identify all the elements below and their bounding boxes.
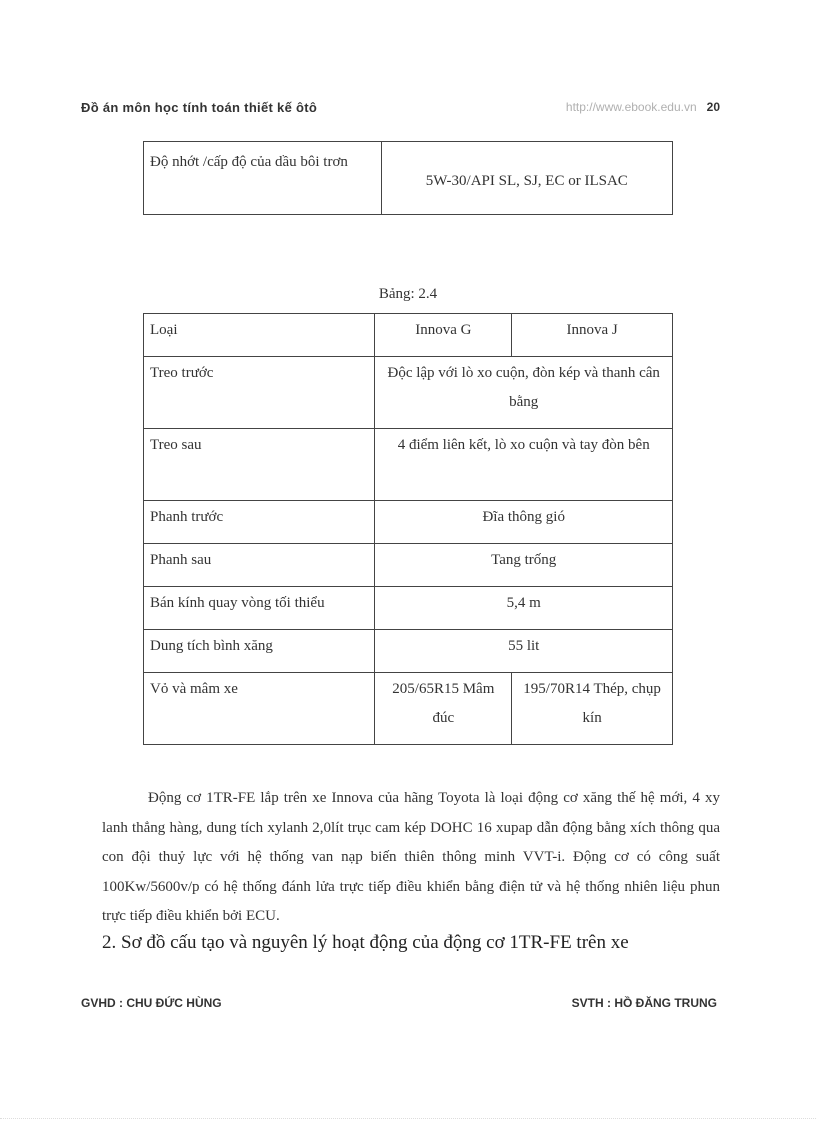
- header-cell-innova-j: Innova J: [512, 314, 673, 357]
- row-value: 4 điểm liên kết, lò xo cuộn và tay đòn bên: [375, 429, 673, 501]
- header-right: [566, 100, 720, 114]
- row-value: Độc lập với lò xo cuộn, đòn kép và thanh cân bằng: [375, 357, 673, 429]
- footer-student: SVTH : HỒ ĐĂNG TRUNG: [571, 996, 717, 1010]
- table-row: [144, 501, 673, 544]
- row-label: Dung tích bình xăng: [144, 630, 375, 673]
- row-value: 55 lit: [375, 630, 673, 673]
- table-cell-label: Độ nhớt /cấp độ của dầu bôi trơn: [144, 142, 382, 215]
- row-value: Đĩa thông gió: [375, 501, 673, 544]
- table-row: [144, 544, 673, 587]
- row-value-innova-g: 205/65R15 Mâm đúc: [375, 673, 512, 745]
- header-url[interactable]: http://www.ebook.edu.vn: [565, 100, 697, 114]
- body-paragraph: Động cơ 1TR-FE lắp trên xe Innova của hãng Toyota là loại động cơ xăng thế hệ mới, 4 xy lanh thẳng hàng, dung tích xylanh 2,0lít trục cam kép DOHC 16 xupap dẫn động bằng xích thông qua con đội thuỷ lực với hệ thống van nạp biến thiên thông minh VVT-i. Động cơ có công suất 100Kw/5600v/p có hệ thống đánh lửa trực tiếp điều khiển bằng điện tử và hệ thống nhiên liệu phun trực tiếp điều khiển bởi ECU.: [102, 790, 720, 924]
- table-caption: Bảng: 2.4: [378, 286, 438, 302]
- table-row: [144, 587, 673, 630]
- row-label: Bán kính quay vòng tối thiểu: [144, 587, 375, 630]
- table-row: [144, 429, 673, 501]
- row-value-innova-j: 195/70R14 Thép, chụp kín: [512, 673, 673, 745]
- section-heading: 2. Sơ đồ cấu tạo và nguyên lý hoạt động của động cơ 1TR-FE trên xe: [102, 932, 629, 953]
- page-header: [81, 100, 720, 120]
- row-value: Tang trống: [375, 544, 673, 587]
- document-title: Đồ án môn học tính toán thiết kế ôtô: [81, 100, 318, 115]
- table-cell-value: 5W-30/API SL, SJ, EC or ILSAC: [381, 142, 672, 215]
- table-header-row: [144, 314, 673, 357]
- table-row: [144, 630, 673, 673]
- table-row: [144, 142, 673, 215]
- row-label: Treo sau: [144, 429, 375, 501]
- page-number: 20: [706, 100, 720, 114]
- table-row: [144, 673, 673, 745]
- lubricant-table: [143, 141, 673, 215]
- table-row: [144, 357, 673, 429]
- row-label: Vỏ và mâm xe: [144, 673, 375, 745]
- spec-table: [143, 313, 673, 745]
- header-cell-innova-g: Innova G: [375, 314, 512, 357]
- page-edge-divider: [0, 1118, 816, 1119]
- footer-supervisor: GVHD : CHU ĐỨC HÙNG: [81, 996, 222, 1010]
- header-cell-type: Loại: [144, 314, 375, 357]
- row-label: Phanh trước: [144, 501, 375, 544]
- row-label: Treo trước: [144, 357, 375, 429]
- row-label: Phanh sau: [144, 544, 375, 587]
- row-value: 5,4 m: [375, 587, 673, 630]
